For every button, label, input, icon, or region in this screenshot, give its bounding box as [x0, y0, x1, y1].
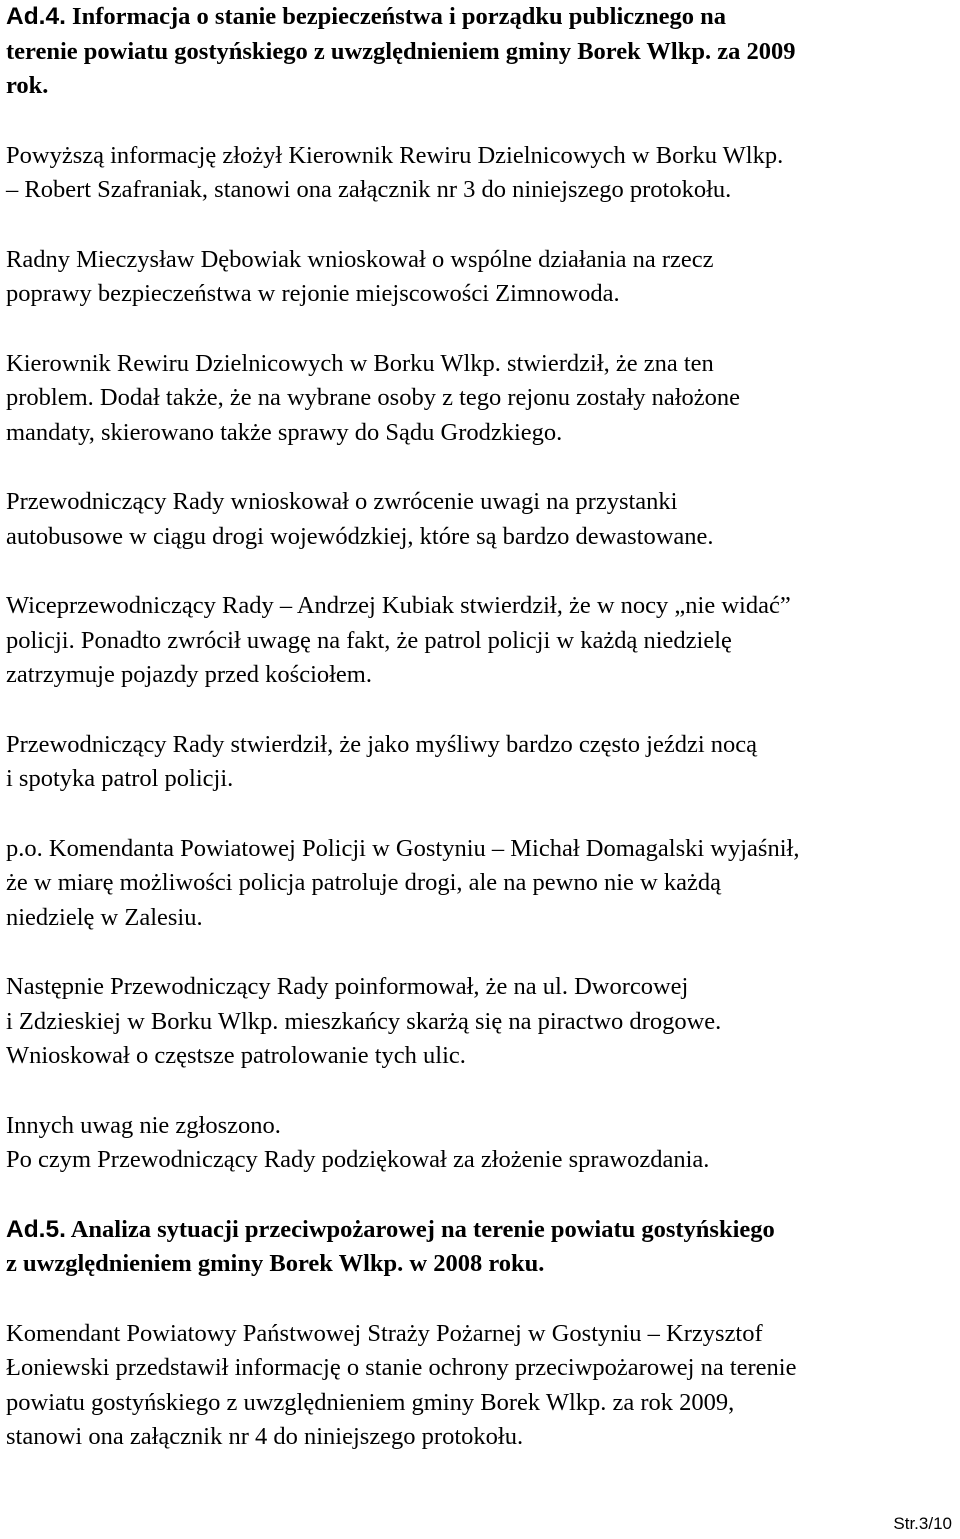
- paragraph-line: powiatu gostyńskiego z uwzględnieniem gminy Borek Wlkp. za rok 2009,: [6, 1388, 735, 1416]
- paragraph-debowiak-request: [6, 243, 958, 312]
- section-4-title-line-1: Informacja o stanie bezpieczeństwa i porządku publicznego na: [72, 3, 727, 30]
- section-4-title-line-2: terenie powiatu gostyńskiego z uwzględnieniem gminy Borek Wlkp. za 2009: [6, 37, 796, 65]
- paragraph-line: autobusowe w ciągu drogi wojewódzkiej, które są bardzo dewastowane.: [6, 522, 714, 550]
- section-5-title-line-2: z uwzględnieniem gminy Borek Wlkp. w 2008 roku.: [6, 1250, 545, 1277]
- paragraph-line: Po czym Przewodniczący Rady podziękował za złożenie sprawozdania.: [6, 1146, 710, 1173]
- paragraph-fire-report: [6, 1317, 958, 1455]
- paragraph-bus-stops: [6, 485, 958, 554]
- paragraph-line: problem. Dodał także, że na wybrane osoby z tego rejonu zostały nałożone: [6, 384, 741, 411]
- document-page: [6, 0, 958, 1455]
- paragraph-line: p.o. Komendanta Powiatowej Policji w Gostyniu – Michał Domagalski wyjaśnił,: [6, 834, 800, 862]
- paragraph-line: Wnioskował o częstsze patrolowanie tych ulic.: [6, 1042, 466, 1069]
- paragraph-line: i spotyka patrol policji.: [6, 765, 234, 792]
- paragraph-line: że w miarę możliwości policja patroluje drogi, ale na pewno nie w każdą: [6, 869, 721, 896]
- paragraph-line: i Zdzieskiej w Borku Wlkp. mieszkańcy skarżą się na piractwo drogowe.: [6, 1007, 722, 1035]
- paragraph-report-submitted: [6, 139, 958, 208]
- section-5-number: Ad.5.: [6, 1215, 66, 1243]
- paragraph-line: Radny Mieczysław Dębowiak wnioskował o wspólne działania na rzecz: [6, 245, 714, 273]
- section-4-title-line-3: rok.: [6, 72, 49, 99]
- paragraph-road-piracy: [6, 970, 958, 1074]
- paragraph-domagalski-explanation: [6, 832, 958, 936]
- section-4-heading-line-1: [6, 0, 958, 35]
- page-number: Str.3/10: [893, 1514, 952, 1533]
- paragraph-line: stanowi ona załącznik nr 4 do niniejszego protokołu.: [6, 1423, 524, 1450]
- paragraph-line: – Robert Szafraniak, stanowi ona załącznik nr 3 do niniejszego protokołu.: [6, 176, 732, 203]
- paragraph-line: zatrzymuje pojazdy przed kościołem.: [6, 661, 372, 688]
- paragraph-line: poprawy bezpieczeństwa w rejonie miejscowości Zimnowoda.: [6, 280, 620, 307]
- paragraph-line: Przewodniczący Rady stwierdził, że jako myśliwy bardzo często jeździ nocą: [6, 730, 758, 758]
- paragraph-kubiak-statement: [6, 589, 958, 693]
- paragraph-kierownik-response: [6, 347, 958, 451]
- section-4-number: Ad.4.: [6, 3, 66, 30]
- paragraph-line: Powyższą informację złożył Kierownik Rewiru Dzielnicowych w Borku Wlkp.: [6, 141, 784, 169]
- section-5-title-line-1: Analiza sytuacji przeciwpożarowej na terenie powiatu gostyńskiego: [70, 1215, 775, 1243]
- paragraph-line: Wiceprzewodniczący Rady – Andrzej Kubiak stwierdził, że w nocy „nie widać”: [6, 592, 791, 619]
- paragraph-chairman-hunter: [6, 728, 958, 797]
- paragraph-line: policji. Ponadto zwrócił uwagę na fakt, że patrol policji w każdą niedzielę: [6, 626, 732, 654]
- section-4-heading: [6, 0, 958, 104]
- paragraph-line: Łoniewski przedstawił informację o stanie ochrony przeciwpożarowej na terenie: [6, 1354, 797, 1381]
- paragraph-line: Komendant Powiatowy Państwowej Straży Pożarnej w Gostyniu – Krzysztof: [6, 1319, 763, 1347]
- paragraph-closing-remarks: [6, 1109, 958, 1178]
- paragraph-line: Kierownik Rewiru Dzielnicowych w Borku Wlkp. stwierdził, że zna ten: [6, 349, 714, 377]
- paragraph-line: Innych uwag nie zgłoszono.: [6, 1111, 281, 1139]
- section-5-heading-line-1: [6, 1213, 958, 1248]
- paragraph-line: mandaty, skierowano także sprawy do Sądu Grodzkiego.: [6, 418, 563, 446]
- paragraph-line: Przewodniczący Rady wnioskował o zwrócenie uwagi na przystanki: [6, 488, 678, 515]
- paragraph-line: niedzielę w Zalesiu.: [6, 903, 203, 931]
- section-5-heading: [6, 1213, 958, 1282]
- paragraph-line: Następnie Przewodniczący Rady poinformował, że na ul. Dworcowej: [6, 973, 689, 1000]
